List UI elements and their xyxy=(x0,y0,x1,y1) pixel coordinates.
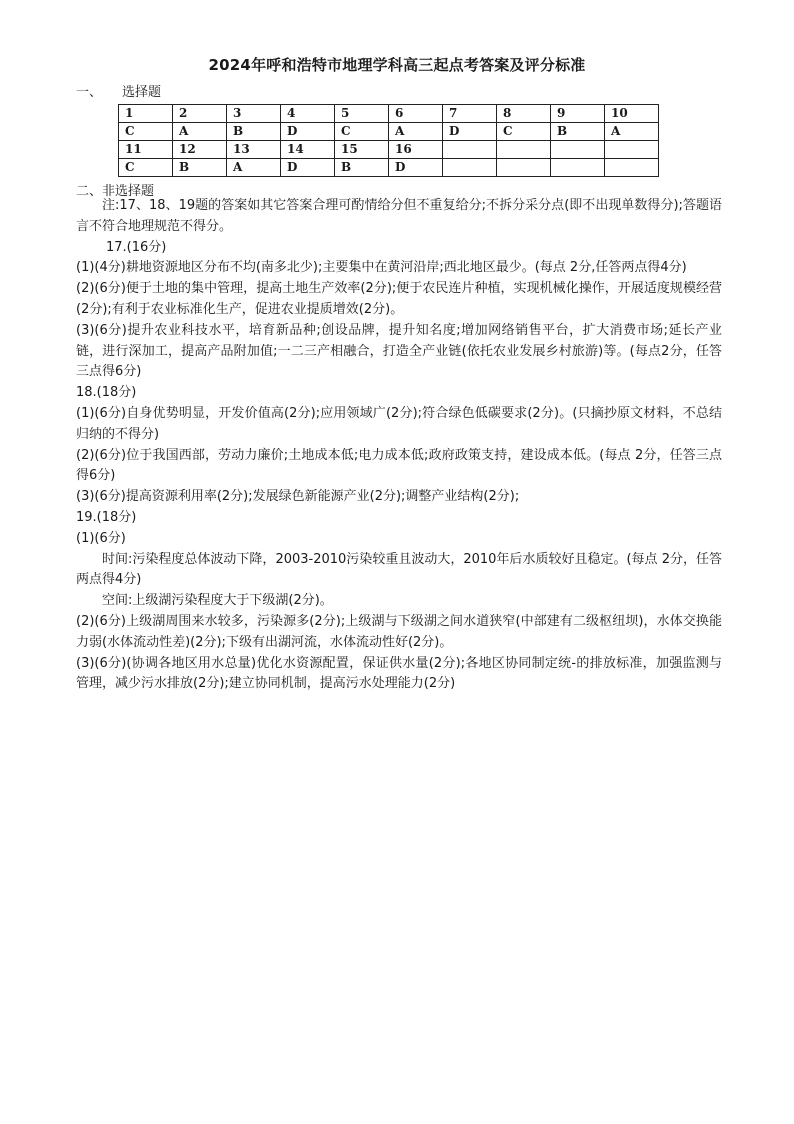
table-cell: B xyxy=(227,123,281,141)
table-cell xyxy=(551,141,605,159)
table-cell: 5 xyxy=(335,105,389,123)
section-one-heading: 选择题 xyxy=(122,85,162,100)
table-cell: 12 xyxy=(173,141,227,159)
table-cell xyxy=(605,141,659,159)
answer-line: 空间:上级湖污染程度大于下级湖(2分)。 xyxy=(102,593,333,609)
table-cell: 6 xyxy=(389,105,443,123)
answer-line: (1)(4分)耕地资源地区分布不均(南多北少);主要集中在黄河沿岸;西北地区最少。(每点 2分,任答两点得4分) xyxy=(76,260,687,276)
table-cell xyxy=(443,141,497,159)
table-cell xyxy=(497,159,551,177)
table-cell: C xyxy=(335,123,389,141)
table-cell: C xyxy=(119,123,173,141)
table-cell xyxy=(443,159,497,177)
answer-line: (2)(6分)位于我国西部，劳动力廉价;土地成本低;电力成本低;政府政策支持，建设成本低。(每点 2分，任答三点得6分) xyxy=(76,447,722,484)
table-cell: 15 xyxy=(335,141,389,159)
table-cell: B xyxy=(173,159,227,177)
table-cell: D xyxy=(281,159,335,177)
answer-line: (3)(6分)(协调各地区用水总量)优化水资源配置，保证供水量(2分);各地区协同制定统-的排放标准，加强监测与管理，减少污水排放(2分);建立协同机制，提高污水处理能力(2分) xyxy=(76,655,722,692)
table-cell: D xyxy=(281,123,335,141)
answer-line: 19.(18分) xyxy=(76,509,137,525)
table-cell: A xyxy=(227,159,281,177)
table-cell: 9 xyxy=(551,105,605,123)
table-cell xyxy=(551,159,605,177)
table-cell: 16 xyxy=(389,141,443,159)
table-cell: B xyxy=(551,123,605,141)
table-cell: B xyxy=(335,159,389,177)
section-two-heading: 二、非选择题 xyxy=(76,184,155,199)
table-cell: 14 xyxy=(281,141,335,159)
table-cell: 2 xyxy=(173,105,227,123)
answer-line: (2)(6分)便于土地的集中管理，提高土地生产效率(2分);便于农民连片种植，实现机械化操作，开展适度规模经营(2分);有利于农业标准化生产，促进农业提质增效(2分)。 xyxy=(76,281,722,317)
table-row xyxy=(119,123,659,141)
table-row xyxy=(119,159,659,177)
table-cell: C xyxy=(119,159,173,177)
page-title: 2024年呼和浩特市地理学科高三起点考答案及评分标准 xyxy=(208,56,586,74)
table-cell: 11 xyxy=(119,141,173,159)
table-cell: C xyxy=(497,123,551,141)
answer-line: (3)(6分)提升农业科技水平，培育新品种;创设品牌，提升知名度;增加网络销售平台，扩大消费市场;延长产业链，进行深加工，提高产品附加值;一二三产相融合，打造全产业链(依托农业发展乡村旅游)等。(每点2分，任答三点得6分) xyxy=(76,322,722,380)
table-cell: A xyxy=(605,123,659,141)
table-row xyxy=(119,105,659,123)
answer-line: (2)(6分)上级湖周围来水较多，污染源多(2分);上级湖与下级湖之间水道狭窄(中部建有二级枢纽坝)，水体交换能力弱(水体流动性差)(2分);下级有出湖河流，水体流动性好(2分)。 xyxy=(76,613,722,650)
table-cell: A xyxy=(389,123,443,141)
table-row xyxy=(119,141,659,159)
answer-body xyxy=(76,196,722,695)
answer-line: (1)(6分) xyxy=(76,530,126,546)
answer-table xyxy=(118,104,659,177)
answer-line: (1)(6分)自身优势明显，开发价值高(2分);应用领域广(2分);符合绿色低碳要求(2分)。(只摘抄原文材料，不总结归纳的不得分) xyxy=(76,405,722,442)
table-cell: 10 xyxy=(605,105,659,123)
answer-line: 18.(18分) xyxy=(76,385,137,401)
answer-line: (3)(6分)提高资源利用率(2分);发展绿色新能源产业(2分);调整产业结构(2分); xyxy=(76,489,520,505)
table-cell: A xyxy=(173,123,227,141)
section-one-number: 一、 xyxy=(76,85,103,100)
table-cell: D xyxy=(389,159,443,177)
table-cell: 3 xyxy=(227,105,281,123)
answer-line: 17.(16分) xyxy=(106,239,167,255)
table-cell xyxy=(605,159,659,177)
table-cell: 7 xyxy=(443,105,497,123)
table-cell: 8 xyxy=(497,105,551,123)
table-cell: D xyxy=(443,123,497,141)
answer-line: 时间:污染程度总体波动下降，2003-2010污染较重且波动大，2010年后水质较好且稳定。(每点 2分，任答两点得4分) xyxy=(76,551,722,588)
table-cell: 1 xyxy=(119,105,173,123)
answer-line: 注:17、18、19题的答案如其它答案合理可酌情给分但不重复给分;不拆分采分点(即不出现单数得分);答题语言不符合地理规范不得分。 xyxy=(76,198,722,234)
table-cell xyxy=(497,141,551,159)
table-cell: 13 xyxy=(227,141,281,159)
table-cell: 4 xyxy=(281,105,335,123)
answer-table-body xyxy=(119,105,659,177)
